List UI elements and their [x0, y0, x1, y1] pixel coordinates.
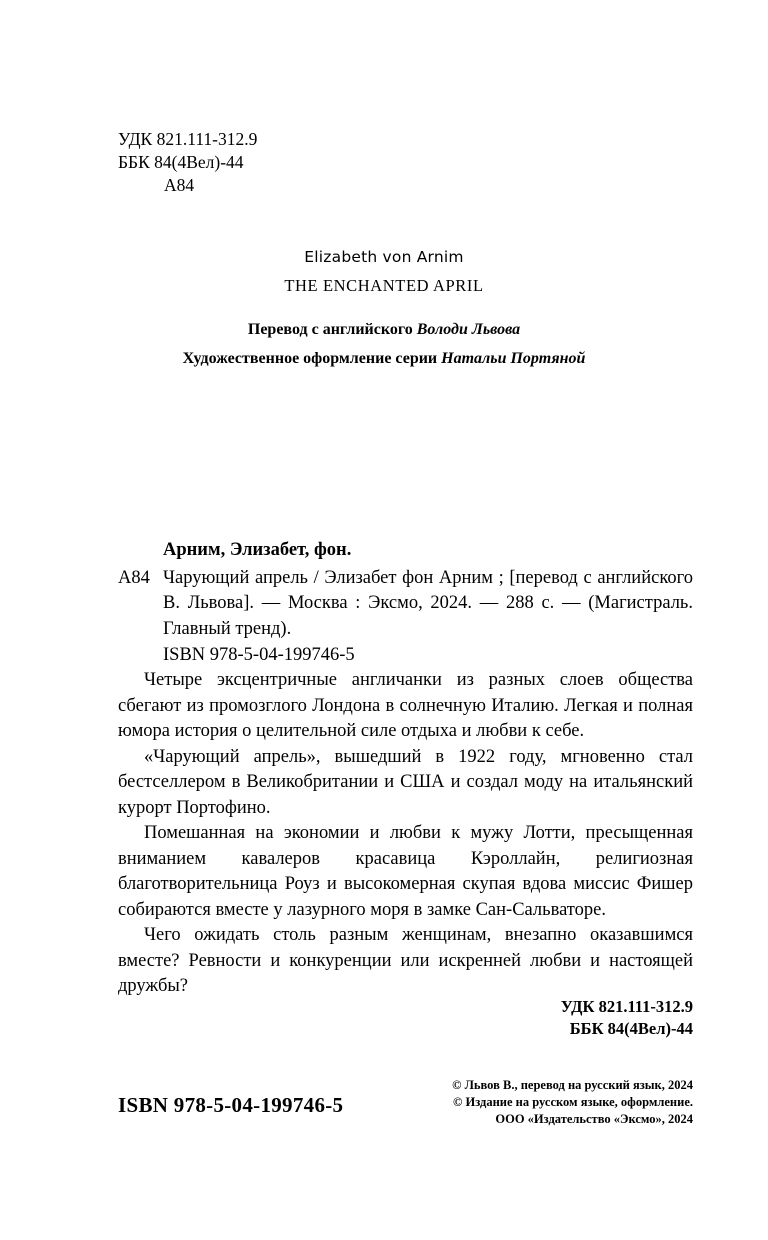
card-description: Чарующий апрель / Элизабет фон Арним ; [перевод с английского В. Львова]. — Москва : Эксмо, 2024. — 288 с. — (Магистраль. Главный тренд). — [163, 567, 693, 639]
translation-credit-prefix: Перевод с английского — [247, 321, 417, 338]
author-sigla-top: А84 — [164, 175, 195, 195]
copyright-line: © Издание на русском языке, оформление. — [453, 1095, 693, 1109]
translation-credit — [0, 321, 768, 339]
bbk-code-bottom: ББК 84(4Вел)-44 — [569, 1019, 693, 1038]
annotation-paragraph: Чего ожидать столь разным женщинам, внезапно оказавшимся вместе? Ревности и конкуренции или искренней любви и настоящей дружбы? — [118, 925, 693, 996]
isbn-bottom: ISBN 978-5-04-199746-5 — [118, 1093, 344, 1117]
annotation-paragraph: Помешанная на экономии и любви к мужу Лотти, пресыщенная вниманием кавалеров красавица Кэроллайн, религиозная благотворительница Роуз и высокомерная скупая вдова миссис Фишер собираются вместе у лазурного моря в замке Сан-Сальваторе. — [118, 823, 693, 920]
designer-name: Натальи Портяной — [441, 350, 586, 367]
card-author-heading: Арним, Элизабет, фон. — [163, 540, 352, 560]
udk-code-top: УДК 821.111-312.9 — [118, 129, 258, 149]
bibliographic-card — [118, 538, 693, 669]
card-sigla: А84 — [118, 567, 150, 588]
copyright-block — [452, 1077, 693, 1128]
annotation-text — [118, 668, 693, 1000]
copyright-line: © Львов В., перевод на русский язык, 2024 — [452, 1078, 693, 1092]
classification-top — [118, 128, 257, 197]
card-isbn: ISBN 978-5-04-199746-5 — [163, 645, 355, 665]
design-credit-prefix: Художественное оформление серии — [182, 350, 442, 367]
card-description-row — [118, 566, 693, 643]
translator-name: Володи Львова — [416, 321, 521, 338]
original-edition-block — [0, 248, 768, 379]
design-credit — [0, 350, 768, 368]
original-title: THE ENCHANTED APRIL — [284, 276, 484, 295]
classification-bottom — [561, 996, 693, 1040]
copyright-line: ООО «Издательство «Эксмо», 2024 — [495, 1112, 693, 1126]
annotation-paragraph: «Чарующий апрель», вышедший в 1922 году, мгновенно стал бестселлером в Великобритании и США и создал моду на итальянский курорт Портофино. — [118, 746, 693, 818]
bbk-code-top: ББК 84(4Вел)-44 — [118, 152, 244, 172]
udk-code-bottom: УДК 821.111-312.9 — [560, 997, 693, 1016]
annotation-paragraph: Четыре эксцентричные англичанки из разных слоев общества сбегают из промозглого Лондона в солнечную Италию. Легкая и полная юмора история о целительной силе отдыха и любви к себе. — [118, 670, 693, 741]
original-author: Elizabeth von Arnim — [304, 248, 464, 266]
